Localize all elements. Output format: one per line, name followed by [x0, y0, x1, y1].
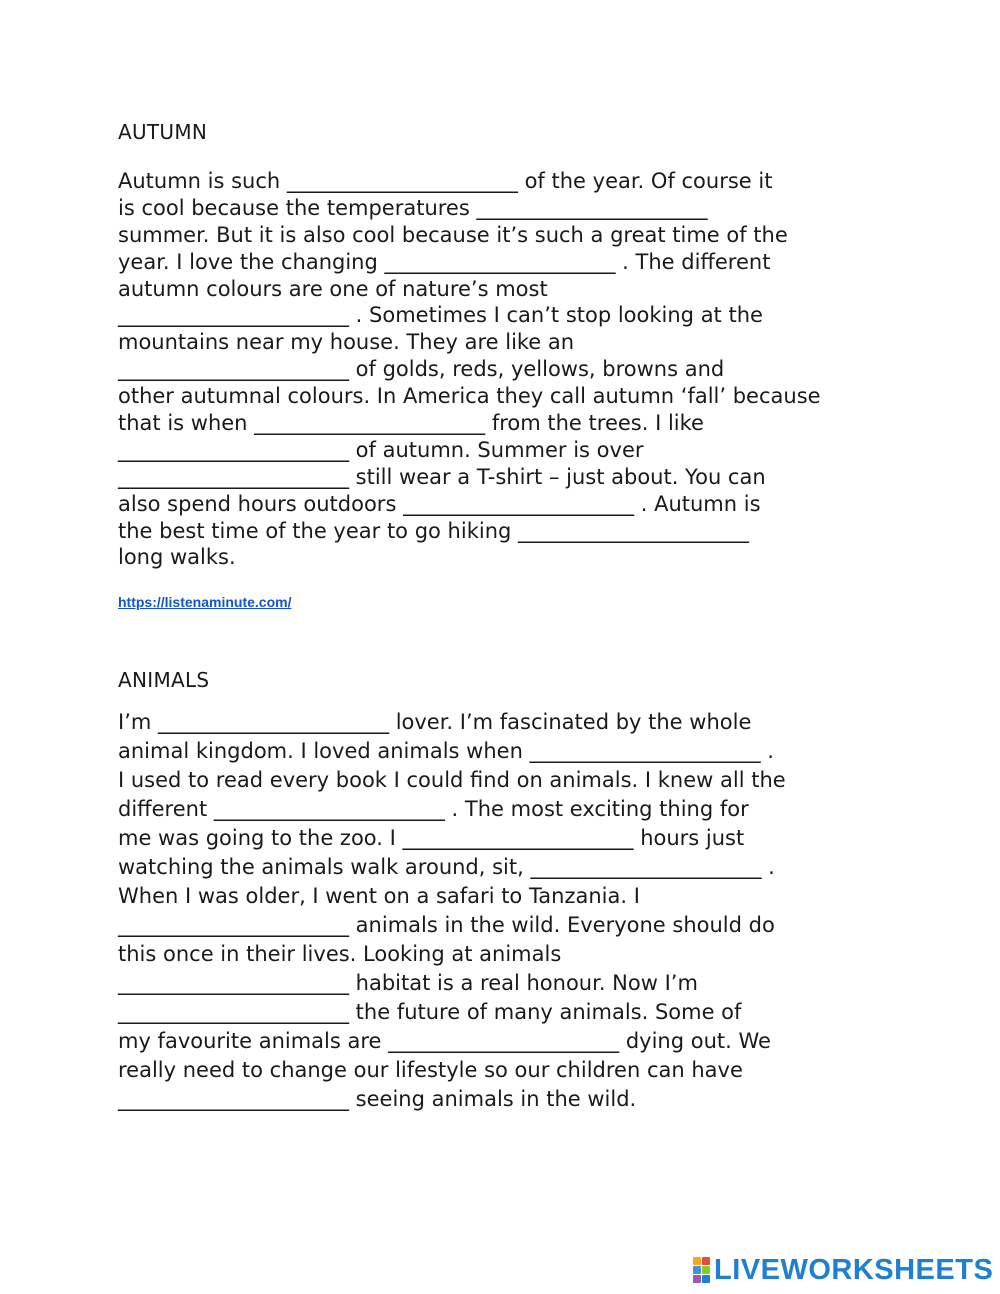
line-text: . The different — [615, 249, 771, 274]
line-text: my favourite animals are — [118, 1029, 389, 1053]
blank-field[interactable] — [118, 356, 349, 383]
text-line — [118, 1027, 918, 1056]
text-line — [118, 518, 918, 545]
line-text: I’m — [118, 710, 159, 734]
line-text: When I was older, I went on a safari to Tanzania. I — [118, 884, 640, 908]
line-text: lover. I’m fascinated by the whole — [389, 710, 752, 734]
text-line — [118, 329, 918, 356]
text-line — [118, 302, 918, 329]
line-text: of autumn. Summer is over — [349, 437, 644, 462]
text-line — [118, 356, 918, 383]
text-line — [118, 437, 918, 464]
line-text: summer. But it is also cool because it’s such a great time of the — [118, 222, 788, 247]
logo-block — [702, 1266, 710, 1274]
text-line — [118, 222, 918, 249]
blank-field[interactable] — [403, 491, 634, 518]
text-line — [118, 998, 918, 1027]
text-line — [118, 708, 918, 737]
text-line — [118, 410, 918, 437]
logo-block — [702, 1257, 710, 1265]
line-text: dying out. We — [619, 1029, 771, 1053]
line-text: . — [761, 855, 775, 879]
line-text: this once in their lives. Looking at animals — [118, 942, 562, 966]
text-line — [118, 249, 918, 276]
line-text: . Sometimes I can’t stop looking at the — [349, 303, 763, 328]
line-text: that is when — [118, 411, 255, 436]
line-text: mountains near my house. They are like an — [118, 330, 575, 355]
text-line — [118, 969, 918, 998]
line-text: different — [118, 797, 214, 821]
text-line — [118, 1056, 918, 1085]
blank-field[interactable] — [254, 410, 485, 437]
blank-field[interactable] — [118, 1085, 349, 1114]
text-line — [118, 383, 918, 410]
blank-field[interactable] — [118, 437, 349, 464]
blank-field[interactable] — [287, 168, 518, 195]
line-text: other autumnal colours. In America they call autumn ‘fall’ because — [118, 384, 821, 409]
blank-field[interactable] — [118, 911, 349, 940]
line-text: animals in the wild. Everyone should do — [349, 913, 775, 937]
blank-field[interactable] — [118, 302, 349, 329]
line-text: . The most exciting thing for — [444, 797, 749, 821]
text-line — [118, 544, 918, 571]
line-text: also spend hours outdoors — [118, 491, 404, 516]
line-text: long walks. — [118, 545, 236, 570]
line-text: still wear a T-shirt – just about. You can — [349, 464, 766, 489]
text-line — [118, 911, 918, 940]
text-line — [118, 853, 918, 882]
blank-field[interactable] — [530, 737, 761, 766]
text-line — [118, 168, 918, 195]
blank-field[interactable] — [214, 795, 445, 824]
blank-field[interactable] — [158, 708, 389, 737]
text-line — [118, 464, 918, 491]
text-line — [118, 195, 918, 222]
line-text: really need to change our lifestyle so our children can have — [118, 1058, 743, 1082]
line-text: autumn colours are one of nature’s most — [118, 276, 548, 301]
line-text: Autumn is such — [118, 169, 287, 193]
animals-paragraph — [118, 708, 918, 1114]
blank-field[interactable] — [530, 853, 761, 882]
text-line — [118, 824, 918, 853]
logo-block — [693, 1257, 701, 1265]
blank-field[interactable] — [388, 1027, 619, 1056]
animals-title: ANIMALS — [118, 668, 210, 692]
autumn-paragraph — [118, 168, 918, 571]
blank-field[interactable] — [385, 249, 616, 276]
blank-field[interactable] — [118, 464, 349, 491]
text-line — [118, 882, 918, 911]
line-text: animal kingdom. I loved animals when — [118, 739, 530, 763]
line-text: . — [760, 739, 774, 763]
logo-text: LIVEWORKSHEETS — [714, 1253, 994, 1286]
text-line — [118, 795, 918, 824]
text-line — [118, 1085, 918, 1114]
blank-field[interactable] — [476, 195, 707, 222]
text-line — [118, 491, 918, 518]
line-text: is cool because the temperatures — [118, 195, 477, 220]
line-text: hours just — [633, 826, 745, 850]
logo-block — [693, 1275, 701, 1283]
line-text: from the trees. I like — [485, 411, 704, 436]
text-line — [118, 276, 918, 303]
logo-block — [693, 1266, 701, 1274]
logo-block — [702, 1275, 710, 1283]
text-line — [118, 940, 918, 969]
line-text: . Autumn is — [634, 491, 761, 516]
line-text: the best time of the year to go hiking — [118, 518, 519, 543]
logo-blocks-icon — [693, 1257, 710, 1283]
blank-field[interactable] — [403, 824, 634, 853]
line-text: habitat is a real honour. Now I’m — [349, 971, 698, 995]
line-text: of golds, reds, yellows, browns and — [349, 357, 725, 382]
line-text: year. I love the changing — [118, 249, 385, 274]
line-text: me was going to the zoo. I — [118, 826, 403, 850]
blank-field[interactable] — [118, 969, 349, 998]
blank-field[interactable] — [518, 518, 749, 545]
line-text: watching the animals walk around, sit, — [118, 855, 531, 879]
source-link[interactable]: https://listenaminute.com/ — [118, 594, 292, 610]
line-text: of the year. Of course it — [517, 169, 773, 193]
liveworksheets-logo — [693, 1255, 993, 1285]
autumn-title: AUTUMN — [118, 120, 208, 144]
blank-field[interactable] — [118, 998, 349, 1027]
text-line — [118, 766, 918, 795]
line-text: I used to read every book I could find on animals. I knew all the — [118, 768, 786, 792]
line-text: the future of many animals. Some of — [349, 1000, 742, 1024]
text-line — [118, 737, 918, 766]
line-text: seeing animals in the wild. — [349, 1087, 637, 1111]
